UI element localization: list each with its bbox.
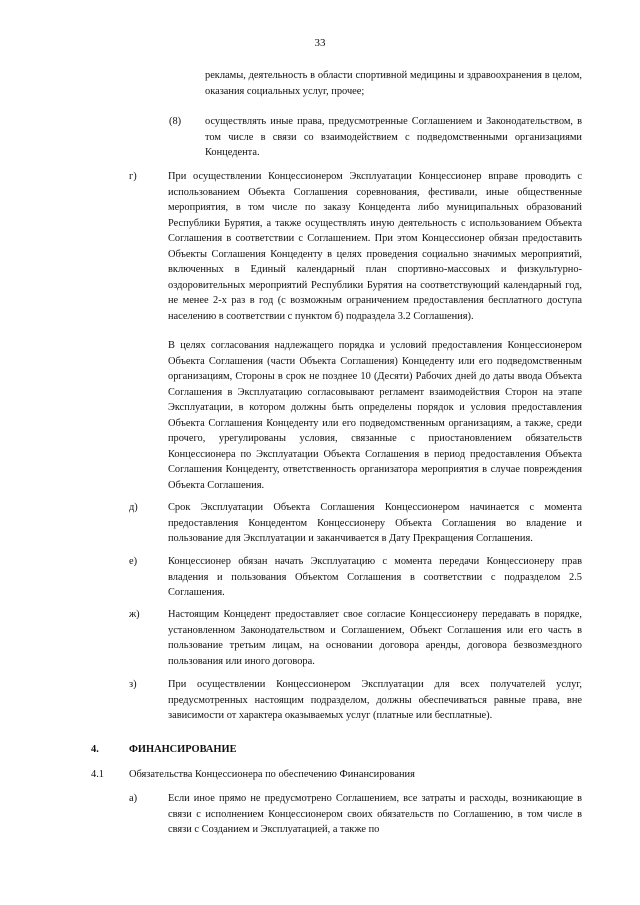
item-d-label: д): [129, 502, 138, 513]
item-zh-text: Настоящим Концедент предоставляет свое согласие Концессионеру передавать в порядке, установленном Законодательством и Соглашением, Объект Соглашения или его часть в пользование третьим лицам, на основании договора аренды, договора безвозмездного пользования или иного договора.: [168, 609, 582, 667]
item-g-label: г): [129, 171, 137, 182]
item-8-label: (8): [169, 116, 182, 127]
item-zh-label: ж): [129, 609, 140, 620]
continuation-paragraph: рекламы, деятельность в области спортивной медицины и здравоохранения в целом, оказания социальных услуг, прочее;: [205, 70, 582, 97]
item-a-label: а): [129, 793, 138, 804]
section-number: 4.: [91, 744, 99, 755]
item-d-text: Срок Эксплуатации Объекта Соглашения Концессионером начинается с момента предоставления Концедентом Концессионеру Объекта Соглашения во владение и пользование для Эксплуатации и заканчивается в Дату Прекращения Соглашения.: [168, 502, 582, 544]
item-g-paragraph-2: В целях согласования надлежащего порядка и условий предоставления Концессионером Объекта Соглашения (части Объекта Соглашения) Концеденту или его подведомственным организациям, Стороны в срок не позднее 10 (Десяти) Рабочих дней до даты ввода Объекта Соглашения в Эксплуатацию согласовывают регламент взаимодействия Сторон на этапе Эксплуатации, в котором должны быть определены порядок и условия предоставления Объекта Соглашения Концеденту или его подведомственным организациям, а также, среди прочего, урегулированы условия, связанные с приостановлением обязательств Концессионера по Эксплуатации Объекта Соглашения в период предоставления Объекта Соглашения Концеденту, ответственность организатора мероприятия в случае повреждения Объекта Соглашения.: [168, 340, 582, 491]
section-title: ФИНАНСИРОВАНИЕ: [129, 744, 237, 755]
subsection-number: 4.1: [91, 769, 104, 780]
item-z-text: При осуществлении Концессионером Эксплуатации для всех получателей услуг, предусмотренных настоящим подразделом, должны обеспечиваться равные права, вне зависимости от характера оказываемых услуг (платные или бесплатные).: [168, 679, 582, 721]
item-e-label: е): [129, 556, 138, 567]
item-e-text: Концессионер обязан начать Эксплуатацию с момента передачи Концессионеру прав владения и пользования Объектом Соглашения в соответствии с подразделом 2.5 Соглашения.: [168, 556, 582, 598]
subsection-title: Обязательства Концессионера по обеспечению Финансирования: [129, 769, 415, 780]
item-z-label: з): [129, 679, 137, 690]
page-number: 33: [314, 37, 326, 49]
item-8-text: осуществлять иные права, предусмотренные Соглашением и Законодательством, в том числе в связи со взаимодействием с подведомственными организациями Концедента.: [205, 116, 582, 158]
item-a-text: Если иное прямо не предусмотрено Соглашением, все затраты и расходы, возникающие в связи с исполнением Концессионером своих обязательств по Соглашению, в том числе в связи с Созданием и Эксплуатацией, а также по: [168, 793, 582, 835]
item-g-text: При осуществлении Концессионером Эксплуатации Концессионер вправе проводить с использованием Объекта Соглашения соревнования, фестивали, иные общественные мероприятия, в том числе по заказу Концедента либо муниципальных образований Республики Бурятия, а также осуществлять иную деятельность с использованием Объекта Соглашения в соответствии с Соглашением. При этом Концессионер обязан предоставить Объекты Соглашения Концеденту в целях проведения социально значимых мероприятий, включенных в Единый календарный план спортивно-массовых и физкультурно-оздоровительных мероприятий Республики Бурятия на соответствующий календарный год, не менее 2-х раз в год (с возможным ограничением предоставления бесплатного доступа населению в соответствии с пунктом б) подраздела 3.2 Соглашения).: [168, 171, 582, 322]
